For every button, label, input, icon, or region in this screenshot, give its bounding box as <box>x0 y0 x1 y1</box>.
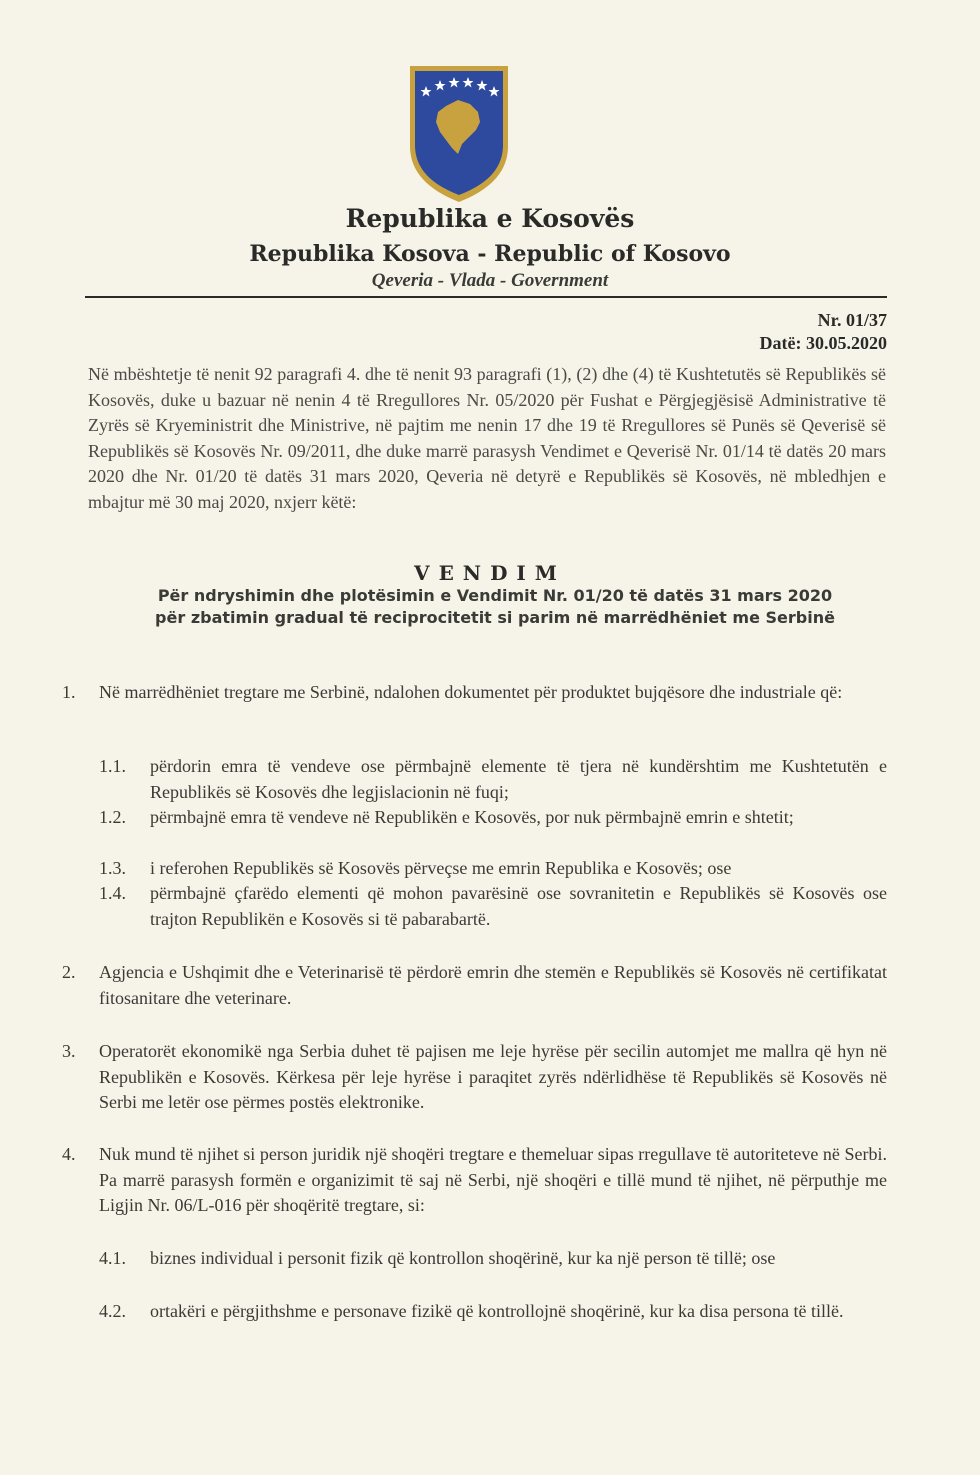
item-text: Agjencia e Ushqimit dhe e Veterinarisë të përdorë emrin dhe stemën e Republikës së Kosovës në certifikatat fitosanitare dhe veterinare. <box>99 962 887 1008</box>
kosovo-coat-of-arms-icon <box>406 64 512 204</box>
subitem-number: 1.4. <box>99 883 126 903</box>
subitem-text: përmbajnë çfarëdo elementi që mohon pavarësinë ose sovranitetin e Republikës së Kosovës ose trajton Republikën e Kosovës si të pabarabartë. <box>150 883 887 929</box>
subitem-number: 1.1. <box>99 756 126 776</box>
subitem-text: përmbajnë emra të vendeve në Republikën e Kosovës, por nuk përmbajnë emrin e shtetit; <box>150 807 794 827</box>
header-divider <box>85 296 887 298</box>
item-number: 2. <box>62 962 76 982</box>
item-text: Në marrëdhëniet tregtare me Serbinë, ndalohen dokumentet për produktet bujqësore dhe industriale që: <box>99 682 843 702</box>
subitem-text: ortakëri e përgjithshme e personave fizikë që kontrollojnë shoqërinë, kur ka disa persona të tillë. <box>150 1301 844 1321</box>
item-text: Operatorët ekonomikë nga Serbia duhet të pajisen me leje hyrëse për secilin automjet me mallra që hyn në Republikën e Kosovës. Kërkesa për leje hyrëse i paraqitet zyrës ndërlidhëse të Republikës së Kosovës në Serbi me letër ose përmes postës elektronike. <box>99 1041 887 1112</box>
header-republic-sq: Republika e Kosovës <box>345 204 635 233</box>
decision-title: VENDIM <box>414 561 566 585</box>
subitem-text: përdorin emra të vendeve ose përmbajnë elemente të tjera në kundërshtim me Kushtetutën e Republikës së Kosovës dhe legjislacionin në fuqi; <box>150 756 887 802</box>
subitem-number: 1.3. <box>99 858 126 878</box>
document-date: Datë: 30.05.2020 <box>759 333 887 353</box>
subitem-text: i referohen Republikës së Kosovës përveçse me emrin Republika e Kosovës; ose <box>150 858 732 878</box>
item-text: Nuk mund të njihet si person juridik një shoqëri tregtare e themeluar sipas rregullave të autoriteteve në Serbi. Pa marrë parasysh formën e organizimit të saj në Serbi, një shoqëri e tillë mund të njihet, në përputhje me Ligjin Nr. 06/L-016 për shoqëritë tregtare, si: <box>99 1144 887 1215</box>
subitem-number: 1.2. <box>99 807 126 827</box>
header-republic-multilingual: Republika Kosova - Republic of Kosovo <box>249 241 731 267</box>
subitem-text: biznes individual i personit fizik që kontrollon shoqërinë, kur ka një person të tillë; ose <box>150 1248 776 1268</box>
item-number: 1. <box>62 682 76 702</box>
subitem-number: 4.1. <box>99 1248 126 1268</box>
item-number: 4. <box>62 1144 76 1164</box>
item-number: 3. <box>62 1041 76 1061</box>
document-number: Nr. 01/37 <box>817 310 887 330</box>
header-government: Qeveria - Vlada - Government <box>371 270 609 291</box>
preamble-paragraph: Në mbështetje të nenit 92 paragrafi 4. dhe të nenit 93 paragrafi (1), (2) dhe (4) të Kushtetutës së Republikës së Kosovës, duke u bazuar në nenin 4 të Rregullores Nr. 05/2020 për Fushat e Përgjegjësisë Administrative të Zyrës së Kryeministrit dhe Ministrive, në pajtim me nenin 17 dhe 19 të Rregullores së Punës së Qeverisë së Republikës së Kosovës Nr. 09/2011, dhe duke marrë parasysh Vendimet e Qeverisë Nr. 01/14 të datës 20 mars 2020 dhe Nr. 01/20 të datës 31 mars 2020, Qeveria në detyrë e Republikës së Kosovës, në mbledhjen e mbajtur më 30 maj 2020, nxjerr këtë: <box>88 364 886 512</box>
decision-subject: Për ndryshimin dhe plotësimin e Vendimit Nr. 01/20 të datës 31 mars 2020 për zbatimin gradual të reciprocitetit si parim në marrëdhëniet me Serbinë <box>155 586 835 627</box>
subitem-number: 4.2. <box>99 1301 126 1321</box>
